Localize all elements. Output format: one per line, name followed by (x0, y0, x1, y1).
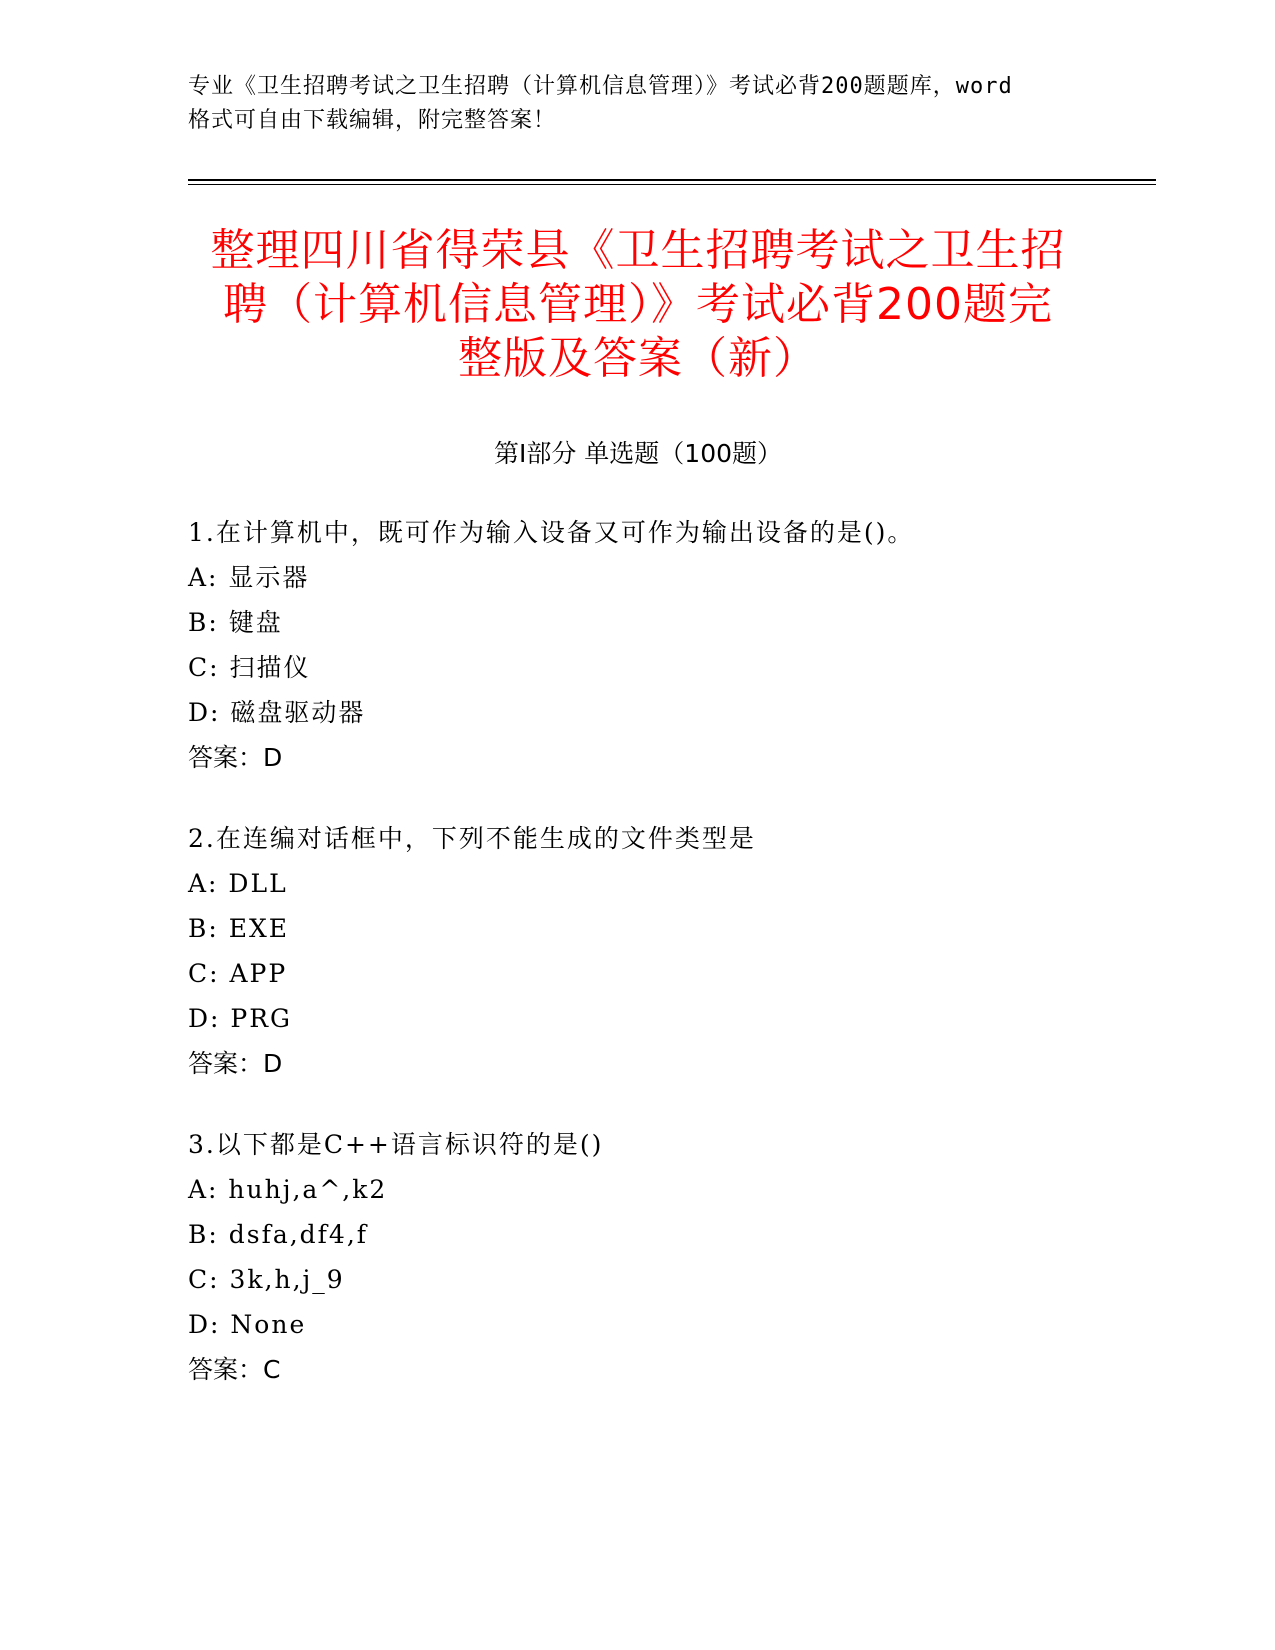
question-option-c: C: APP (188, 959, 288, 988)
title-line-3: 整版及答案（新） (458, 333, 818, 384)
title-line-2: 聘（计算机信息管理）》考试必背200题完 (223, 279, 1053, 330)
header-divider-thin (188, 184, 1156, 185)
question-block-3 (188, 1122, 1088, 1392)
title-line-1: 整理四川省得荣县《卫生招聘考试之卫生招 (210, 225, 1066, 276)
question-answer: 答案：D (188, 743, 283, 772)
question-block-2 (188, 816, 1088, 1086)
question-option-d: D: None (188, 1310, 307, 1339)
question-option-c: C: 3k,h,j_9 (188, 1265, 345, 1294)
question-option-b: B: EXE (188, 914, 290, 943)
section-title: 第I部分 单选题（100题） (493, 439, 783, 468)
question-option-a: A: DLL (188, 869, 288, 898)
header-note (188, 70, 1088, 138)
question-stem: 3.以下都是C++语言标识符的是() (188, 1130, 604, 1159)
header-note-line-2: 格式可自由下载编辑，附完整答案！ (188, 108, 557, 133)
document-title (188, 224, 1088, 386)
header-note-line-1: 专业《卫生招聘考试之卫生招聘（计算机信息管理）》考试必背200题题库，word (188, 74, 1013, 99)
question-answer: 答案：D (188, 1049, 283, 1078)
question-stem: 2.在连编对话框中，下列不能生成的文件类型是 (188, 824, 756, 853)
question-option-b: B: 键盘 (188, 608, 283, 637)
question-stem: 1.在计算机中，既可作为输入设备又可作为输出设备的是()。 (188, 518, 915, 547)
question-option-a: A: 显示器 (188, 563, 310, 592)
header-divider-thick (188, 179, 1156, 181)
question-option-d: D: 磁盘驱动器 (188, 698, 366, 727)
question-option-d: D: PRG (188, 1004, 293, 1033)
question-answer: 答案：C (188, 1355, 281, 1384)
question-option-b: B: dsfa,df4,f (188, 1220, 369, 1249)
question-option-c: C: 扫描仪 (188, 653, 311, 682)
question-option-a: A: huhj,a^,k2 (188, 1175, 388, 1204)
question-block-1 (188, 510, 1088, 780)
